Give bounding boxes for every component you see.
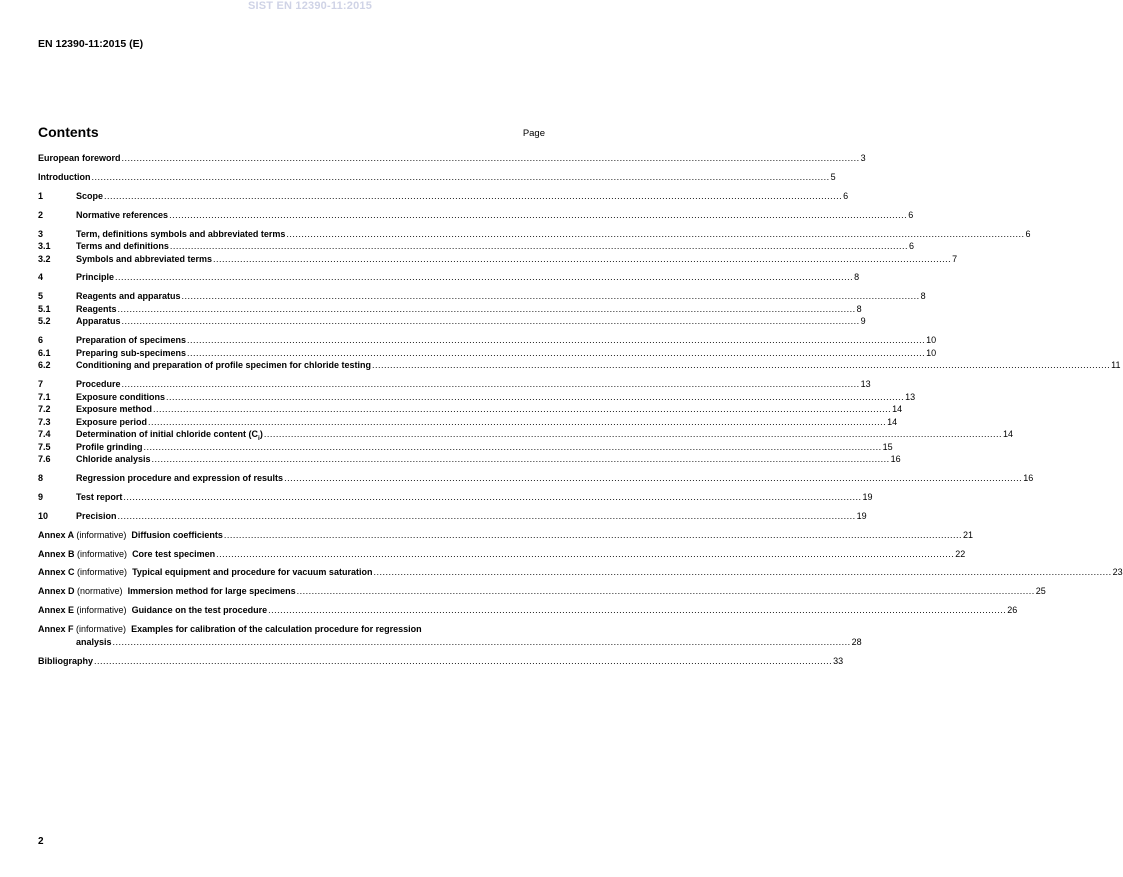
toc-title: Symbols and abbreviated terms (76, 253, 213, 264)
annex-label (38, 623, 131, 636)
leader-dots (297, 585, 1035, 598)
toc-title-main: Determination of initial chloride content (C (76, 429, 259, 440)
toc-title: Reagents (76, 303, 117, 314)
toc-entry-4[interactable] (38, 271, 860, 284)
toc-page: 14 (887, 416, 898, 427)
toc-number: 4 (38, 272, 44, 283)
annex-letter: Annex B (38, 548, 75, 559)
toc-entry-7-6[interactable] (38, 453, 901, 466)
toc-entry-5-2[interactable] (38, 315, 866, 328)
toc-entry-7-3[interactable] (38, 416, 898, 429)
toc-page: 25 (1035, 586, 1046, 597)
toc-number: 7.5 (38, 441, 51, 452)
annex-letter: Annex A (38, 529, 74, 540)
toc-title: Core test specimen (132, 548, 216, 559)
annex-kind: (informative) (77, 567, 128, 578)
leader-dots (213, 253, 951, 266)
leader-dots (123, 491, 861, 504)
document-id: EN 12390-11:2015 (E) (38, 38, 144, 50)
annex-kind: (normative) (77, 586, 123, 597)
leader-dots (286, 228, 1024, 241)
toc-entry-6-2[interactable] (38, 359, 1121, 372)
toc-title: Diffusion coefficients (131, 529, 223, 540)
toc-title: Examples for calibration of the calculation procedure for regression (131, 624, 422, 635)
annex-letter: Annex D (38, 586, 75, 597)
toc-page: 16 (890, 454, 901, 465)
leader-dots (372, 359, 1110, 372)
watermark: SIST EN 12390-11:2015 (247, 0, 373, 12)
toc-number: 7.4 (38, 429, 51, 440)
toc-number: 6 (38, 335, 44, 346)
toc-number: 7.3 (38, 416, 51, 427)
toc-number: 6.1 (38, 347, 51, 358)
toc-title-close: ) (259, 429, 263, 440)
toc-number: 5.1 (38, 303, 51, 314)
toc-title: Preparing sub-specimens (76, 347, 187, 358)
leader-dots (113, 636, 851, 649)
leader-dots (268, 604, 1006, 617)
toc-page: 11 (1111, 360, 1121, 371)
toc-title: Term, definitions symbols and abbreviated terms (76, 228, 286, 239)
toc-entry-foreword[interactable] (38, 152, 866, 165)
annex-letter: Annex F (38, 624, 74, 635)
toc-number: 3.2 (38, 253, 51, 264)
leader-dots (187, 347, 925, 360)
toc-title: Conditioning and preparation of profile specimen for chloride testing (76, 360, 372, 371)
leader-dots (169, 209, 907, 222)
toc-entry-5-1[interactable] (38, 303, 862, 316)
annex-letter: Annex C (38, 567, 75, 578)
toc-page: 8 (920, 291, 926, 302)
toc-entry-7-4[interactable] (38, 428, 1013, 442)
annex-kind: (informative) (77, 548, 128, 559)
toc-number: 1 (38, 190, 44, 201)
annex-letter: Annex E (38, 605, 75, 616)
toc-page: 14 (1002, 429, 1013, 440)
toc-entry-annex-e[interactable] (38, 604, 1018, 617)
toc-page: 19 (856, 510, 867, 521)
annex-kind: (informative) (76, 624, 127, 635)
leader-dots (92, 171, 830, 184)
leader-dots (216, 548, 954, 561)
toc-number: 7 (38, 379, 44, 390)
toc-entry-8[interactable] (38, 472, 1034, 485)
toc-title: Introduction (38, 171, 91, 182)
toc-title: Exposure period (76, 416, 148, 427)
toc-title: Guidance on the test procedure (131, 605, 268, 616)
leader-dots (152, 453, 890, 466)
contents-heading: Contents (38, 124, 99, 140)
toc-page: 28 (851, 636, 862, 647)
toc-number: 5 (38, 291, 44, 302)
toc-page: 21 (963, 529, 974, 540)
toc-page: 3 (860, 153, 866, 163)
toc-title: Procedure (76, 379, 121, 390)
toc-page: 10 (926, 347, 937, 358)
toc-page: 6 (908, 209, 914, 220)
annex-kind: (informative) (76, 605, 127, 616)
toc-title: Normative references (76, 209, 169, 220)
leader-dots (94, 655, 832, 668)
toc-page: 19 (862, 491, 873, 502)
page-column-label: Page (522, 128, 545, 139)
toc-page: 6 (1025, 228, 1031, 239)
toc-title-continued: analysis (76, 636, 112, 647)
toc-page: 5 (830, 171, 836, 182)
toc-page: 9 (860, 316, 866, 327)
toc-title: Precision (76, 510, 117, 521)
toc-entry-annex-f-continued[interactable] (38, 636, 862, 649)
annex-kind: (informative) (76, 529, 127, 540)
toc-entry-annex-d[interactable] (38, 585, 1046, 598)
toc-number: 10 (38, 510, 49, 521)
leader-dots (284, 472, 1022, 485)
leader-dots (166, 391, 904, 404)
leader-dots (144, 441, 882, 454)
toc-number: 3.1 (38, 241, 51, 252)
toc-entry-3-2[interactable] (38, 253, 958, 266)
leader-dots (115, 271, 853, 284)
toc-title: Test report (76, 491, 123, 502)
toc-title: Bibliography (38, 655, 94, 666)
toc-title: European foreword (38, 153, 121, 163)
toc-number: 9 (38, 491, 44, 502)
annex-label (38, 566, 132, 579)
leader-dots (153, 403, 891, 416)
leader-dots (118, 303, 856, 316)
toc-page: 8 (854, 272, 860, 283)
toc-page: 22 (955, 548, 966, 559)
toc-entry-3-1[interactable] (38, 240, 914, 253)
toc-page: 8 (856, 303, 862, 314)
toc-title: Scope (76, 190, 104, 201)
annex-label (38, 585, 128, 598)
toc-entry-7-1[interactable] (38, 391, 916, 404)
toc-title: Typical equipment and procedure for vacuum saturation (132, 567, 373, 578)
toc-number: 6.2 (38, 360, 51, 371)
toc-page: 16 (1023, 473, 1034, 484)
toc-title: Exposure method (76, 404, 153, 415)
leader-dots (104, 190, 842, 203)
toc-page: 26 (1007, 605, 1018, 616)
toc-number: 2 (38, 209, 44, 220)
leader-dots (122, 152, 860, 165)
toc-page: 6 (908, 241, 914, 252)
toc-entry-7[interactable] (38, 378, 871, 391)
toc-entry-6-1[interactable] (38, 347, 937, 360)
toc-number: 7.6 (38, 454, 51, 465)
leader-dots (122, 315, 860, 328)
toc-title: Principle (76, 272, 115, 283)
toc-entry-7-2[interactable] (38, 403, 903, 416)
toc-page: 15 (882, 441, 893, 452)
toc-page: 14 (892, 404, 903, 415)
annex-label (38, 604, 132, 617)
toc-number: 5.2 (38, 316, 51, 327)
toc-title: Terms and definitions (76, 241, 169, 252)
toc-title: Profile grinding (76, 441, 143, 452)
toc-entry-annex-b[interactable] (38, 548, 966, 561)
toc-title: Apparatus (76, 316, 121, 327)
toc-page: 13 (905, 391, 916, 402)
toc-entry-9[interactable] (38, 491, 873, 504)
leader-dots (118, 510, 856, 523)
toc-entry-1[interactable] (38, 190, 849, 203)
toc-entry-3[interactable] (38, 228, 1031, 241)
toc-number: 7.1 (38, 391, 51, 402)
annex-label (38, 548, 132, 561)
toc-entry-6[interactable] (38, 334, 937, 347)
toc-title: Reagents and apparatus (76, 291, 181, 302)
toc-entry-annex-a[interactable] (38, 529, 974, 542)
leader-dots (187, 334, 925, 347)
toc-entry-annex-f[interactable] (38, 623, 545, 636)
toc-entry-bibliography[interactable] (38, 655, 844, 668)
table-of-contents (38, 152, 1123, 667)
leader-dots (373, 566, 1111, 579)
toc-entry-2[interactable] (38, 209, 914, 222)
toc-title: Regression procedure and expression of results (76, 473, 284, 484)
annex-label (38, 529, 131, 542)
toc-page: 33 (833, 655, 844, 666)
toc-page: 13 (860, 379, 871, 390)
toc-title: Exposure conditions (76, 391, 166, 402)
leader-dots (170, 240, 908, 253)
leader-dots (148, 416, 886, 429)
toc-title: Chloride analysis (76, 454, 151, 465)
toc-entry-annex-c[interactable] (38, 566, 1123, 579)
toc-number: 8 (38, 473, 44, 484)
toc-page: 7 (952, 253, 958, 264)
toc-title-subscript: i (258, 434, 260, 442)
toc-entry-10[interactable] (38, 510, 867, 523)
toc-number: 3 (38, 228, 44, 239)
toc-page: 6 (843, 190, 849, 201)
toc-title: Preparation of specimens (76, 335, 187, 346)
leader-dots (224, 529, 962, 542)
toc-title: Immersion method for large specimens (127, 586, 296, 597)
toc-entry-introduction[interactable] (38, 171, 836, 184)
leader-dots (182, 290, 920, 303)
leader-dots (122, 378, 860, 391)
page-number: 2 (38, 836, 44, 847)
toc-number: 7.2 (38, 404, 51, 415)
toc-page: 23 (1112, 567, 1123, 578)
toc-entry-5[interactable] (38, 290, 926, 303)
leader-dots (264, 428, 1002, 441)
toc-page: 10 (926, 335, 937, 346)
toc-entry-7-5[interactable] (38, 441, 893, 454)
